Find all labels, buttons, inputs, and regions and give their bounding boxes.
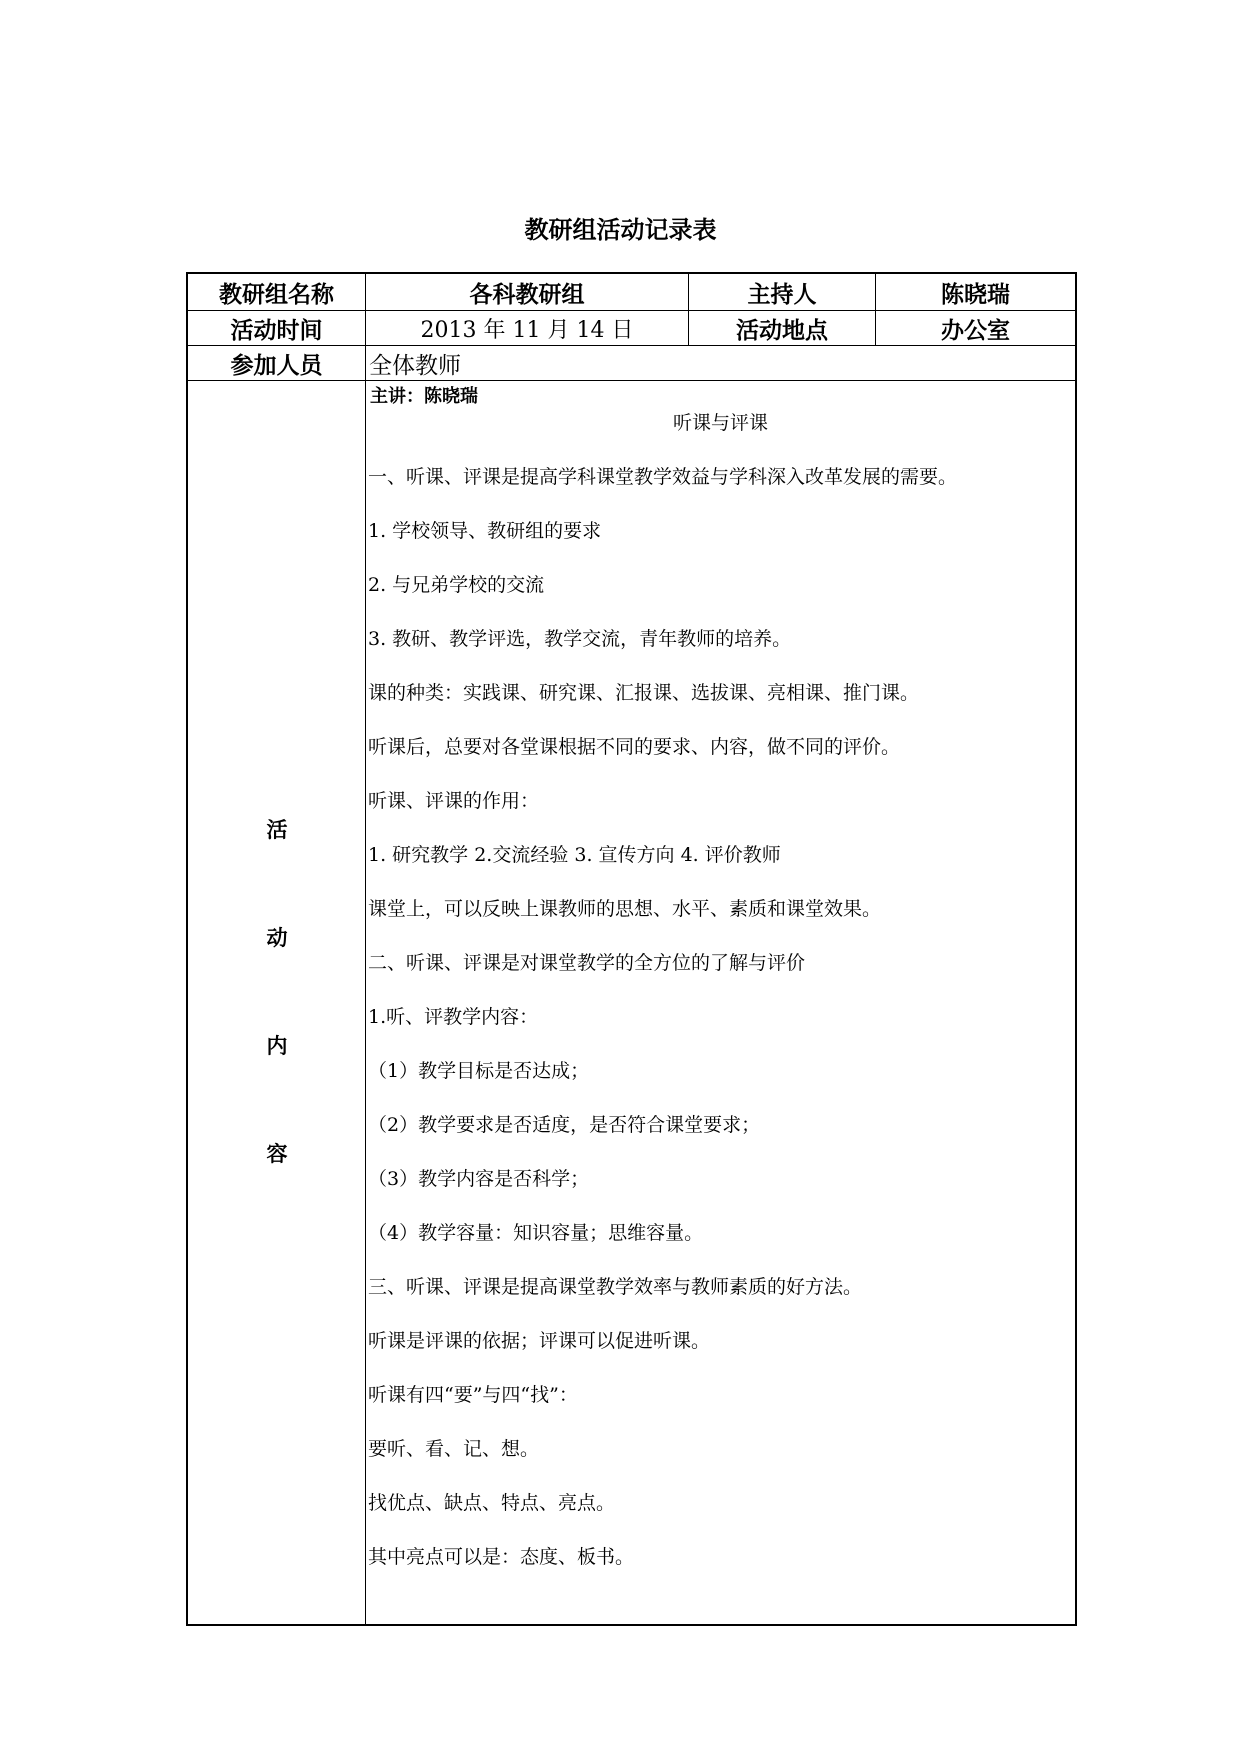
content-line: （1）教学目标是否达成； bbox=[368, 1060, 590, 1082]
participants-value: 全体教师 bbox=[369, 352, 461, 379]
activity-place-label: 活动地点 bbox=[736, 317, 828, 344]
host-value: 陈晓瑞 bbox=[941, 281, 1010, 308]
content-line: 1. 研究教学 2.交流经验 3. 宣传方向 4. 评价教师 bbox=[368, 844, 781, 866]
side-label-char: 内 bbox=[266, 1034, 288, 1058]
participants-label: 参加人员 bbox=[230, 352, 323, 379]
content-line: 其中亮点可以是：态度、板书。 bbox=[368, 1546, 635, 1568]
content-line: 1. 学校领导、教研组的要求 bbox=[368, 520, 602, 542]
form-title: 教研组活动记录表 bbox=[524, 215, 717, 244]
content-line: 一、听课、评课是提高学科课堂教学效益与学科深入改革发展的需要。 bbox=[368, 466, 958, 488]
activity-record-table bbox=[186, 272, 1077, 1626]
topic-heading: 听课与评课 bbox=[672, 412, 768, 434]
content-line: 课堂上，可以反映上课教师的思想、水平、素质和课堂效果。 bbox=[368, 898, 882, 920]
content-line: 听课后，总要对各堂课根据不同的要求、内容，做不同的评价。 bbox=[368, 736, 901, 758]
content-line: 二、听课、评课是对课堂教学的全方位的了解与评价 bbox=[368, 952, 806, 974]
content-line: 课的种类：实践课、研究课、汇报课、选拔课、亮相课、推门课。 bbox=[368, 682, 920, 704]
content-line: 听课有四“要”与四“找”： bbox=[368, 1384, 578, 1406]
content-line: 找优点、缺点、特点、亮点。 bbox=[368, 1492, 616, 1514]
host-label: 主持人 bbox=[747, 281, 817, 308]
activity-time-value: 2013 年 11 月 14 日 bbox=[420, 317, 634, 343]
content-line: 三、听课、评课是提高课堂教学效率与教师素质的好方法。 bbox=[368, 1276, 863, 1298]
side-label-char: 活 bbox=[266, 818, 288, 842]
content-line: 听课、评课的作用： bbox=[368, 790, 540, 812]
content-line: （2）教学要求是否适度，是否符合课堂要求； bbox=[368, 1114, 761, 1136]
content-line: 1.听、评教学内容： bbox=[368, 1006, 539, 1028]
content-line: （3）教学内容是否科学； bbox=[368, 1168, 590, 1190]
activity-place-value: 办公室 bbox=[941, 317, 1010, 344]
content-line: （4）教学容量：知识容量；思维容量。 bbox=[368, 1222, 704, 1244]
row-divider bbox=[188, 380, 1075, 381]
content-line: 要听、看、记、想。 bbox=[368, 1438, 540, 1460]
content-line: 2. 与兄弟学校的交流 bbox=[368, 574, 545, 596]
activity-time-label: 活动时间 bbox=[230, 317, 323, 344]
content-line: 3. 教研、教学评选，教学交流，青年教师的培养。 bbox=[368, 628, 792, 650]
group-name-label: 教研组名称 bbox=[219, 281, 334, 308]
group-name-value: 各科教研组 bbox=[469, 281, 585, 308]
content-line: 听课是评课的依据；评课可以促进听课。 bbox=[368, 1330, 711, 1352]
side-label-char: 动 bbox=[266, 926, 288, 950]
presenter: 主讲：陈晓瑞 bbox=[370, 386, 478, 407]
side-label-char: 容 bbox=[266, 1142, 288, 1166]
